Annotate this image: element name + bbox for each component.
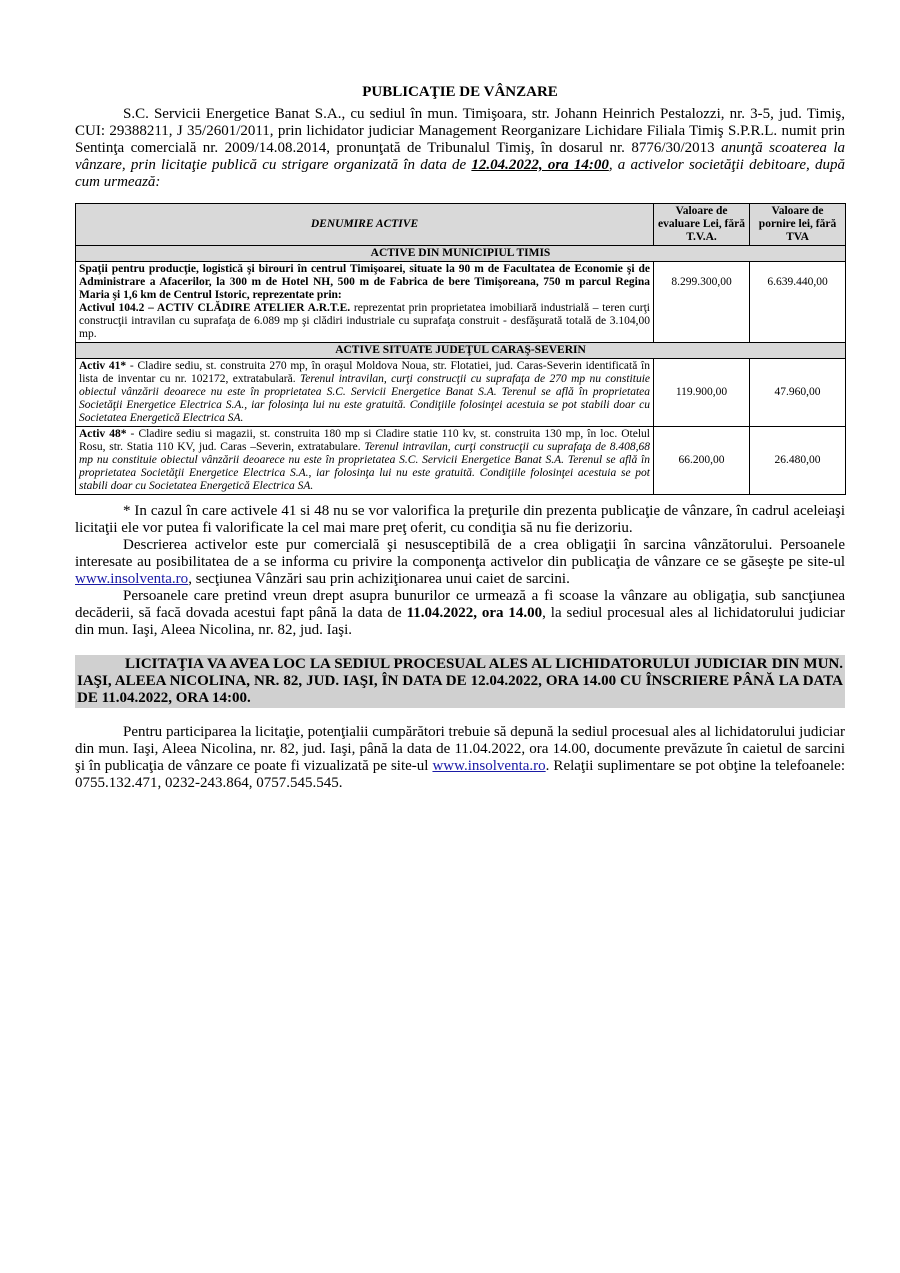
table-row	[76, 262, 846, 343]
description-text: Descrierea activelor este pur comercială şi nesusceptibilă de a crea obligaţii în sarcina vânzătorului. Persoanele interesate au posibilitatea de a se informa cu privire la componenţa activelor din publicaţia de vânzare ce se găseşte pe site-ul	[75, 537, 845, 570]
section-row-caras-severin	[76, 343, 846, 359]
document-title: PUBLICAŢIE DE VÂNZARE	[362, 84, 558, 100]
table-row	[76, 359, 846, 427]
insolventa-link[interactable]: www.insolventa.ro	[432, 758, 546, 774]
section-title-timis: ACTIVE DIN MUNICIPIUL TIMIS	[76, 246, 846, 262]
participation-tail: . Relaţii suplimentare se pot obţine la telefoanele: 0755.132.471, 0232-243.864, 0757.545.545.	[75, 758, 845, 791]
asset-starting-value: 6.639.440,00	[750, 262, 846, 343]
auction-date: 12.04.2022, ora 14:00	[471, 157, 609, 173]
asset-id: Activul 104.2 – ACTIV CLĂDIRE ATELIER A.R.T.E.	[79, 302, 351, 314]
assets-table	[75, 203, 846, 495]
asset-starting-value: 47.960,00	[750, 359, 846, 427]
asset-id: Activ 48*	[79, 428, 127, 440]
asset-description	[76, 262, 654, 343]
intro-text: S.C. Servicii Energetice Banat S.A., cu sediul în mun. Timişoara, str. Johann Heinrich Pestalozzi, nr. 3-5, jud. Timiş, CUI: 29388211, J 35/2601/2011, prin lichidator judiciar Management Reorganizare Lichidare Filiala Timiş S.P.R.L. numit prin Sentinţa comercială nr. 2009/14.08.2014, pronunţată de Tribunalul Timiş, în dosarul nr. 8776/30/2013	[75, 106, 845, 156]
asset-evaluation-value: 66.200,00	[654, 427, 750, 495]
intro-paragraph	[75, 106, 845, 191]
claims-tail: , la sediul procesual ales al lichidatorului judiciar din mun. Iaşi, Aleea Nicolina, nr. 82, jud. Iaşi.	[75, 605, 845, 638]
participation-paragraph	[75, 724, 845, 792]
section-row-timis	[76, 246, 846, 262]
document-page	[75, 84, 845, 792]
asset-headline: Spaţii pentru producţie, logistică şi birouri în centrul Timişoarei, situate la 90 m de Facultatea de Economie şi de Administrare a Afacerilor, la 300 m de Hotel NH, 500 m de Fabrica de bere Timişoreana, 750 m parcul Regina Maria şi 1,6 km de Centrul Istoric, reprezentate prin:	[79, 263, 650, 301]
asset-details: - Cladire sediu, st. construita 270 mp, în oraşul Moldova Noua, str. Flotatiei, jud. Caras-Severin identificată în lista de inventar cu nr. 102172, extratabulară.	[79, 360, 650, 385]
table-header-row	[76, 204, 846, 246]
description-tail: , secţiunea Vânzări sau prin achiziţionarea unui caiet de sarcini.	[188, 571, 570, 587]
asset-evaluation-value: 119.900,00	[654, 359, 750, 427]
asset-details: - Cladire sediu si magazii, st. construita 180 mp si Cladire statie 110 kv, st. construita 130 mp, în loc. Otelul Rosu, str. Statia 110 KV, jud. Caras –Severin, extratabulare.	[79, 428, 650, 453]
asset-evaluation-value: 8.299.300,00	[654, 262, 750, 343]
asset-note: Terenul intravilan, curţi construcţii cu suprafaţa de 8.408,68 mp nu constituie obiectul vânzării deoarece nu este în proprietatea S.C. Servicii Energetice Banat S.A. Terenul se află în proprietatea Societăţii Energetice Electrica S.A., iar folosinţa lui nu este gratuită. Condiţiile folosinţei acestuia se pot stabili doar cu Societatea Energetică Electrica SA.	[79, 441, 650, 492]
intro-italic-text: anunţă scoaterea la vânzare, prin licitaţie publică cu strigare organizată în data de	[75, 140, 845, 173]
claims-paragraph	[75, 588, 845, 639]
header-starting-value: Valoare de pornire lei, fără TVA	[750, 204, 846, 246]
asset-description	[76, 427, 654, 495]
auction-banner: LICITAŢIA VA AVEA LOC LA SEDIUL PROCESUAL ALES AL LICHIDATORULUI JUDICIAR DIN MUN. IAŞI, ALEEA NICOLINA, NR. 82, JUD. IAŞI, ÎN DATA DE 12.04.2022, ORA 14.00 CU ÎNSCRIERE PÂNĂ LA DATA DE 11.04.2022, ORA 14:00.	[77, 656, 843, 706]
section-title-caras-severin: ACTIVE SITUATE JUDEŢUL CARAŞ-SEVERIN	[76, 343, 846, 359]
asset-details: reprezentat prin proprietatea imobiliară industrială – teren curţi construcţii intravilan cu suprafaţa de 6.089 mp şi clădiri industriale cu suprafaţa construit - desfăşurată totală de 3.104,00 mp.	[79, 302, 650, 340]
intro-tail-text: , a activelor societăţii debitoare, după cum urmează:	[75, 157, 845, 190]
claims-text: Persoanele care pretind vreun drept asupra bunurilor ce urmează a fi scoase la vânzare au obligaţia, sub sancţiunea decăderii, să facă dovada acestui fapt până la data de	[75, 588, 845, 621]
asset-id: Activ 41*	[79, 360, 127, 372]
claims-deadline: 11.04.2022, ora 14.00	[406, 605, 543, 621]
asset-starting-value: 26.480,00	[750, 427, 846, 495]
header-evaluation-value: Valoare de evaluare Lei, fără T.V.A.	[654, 204, 750, 246]
asset-note: Terenul intravilan, curţi construcţii cu suprafaţa de 270 mp nu constituie obiectul vânzării deoarece nu este în proprietatea S.C. Servicii Energetice Banat S.A. Terenul se află în proprietatea Societăţii Energetice Electrica S.A., iar folosinţa lui nu este gratuită. Condiţiile folosinţei acestuia se pot stabili doar cu Societatea Energetică Electrica SA.	[79, 373, 650, 424]
header-asset-name: DENUMIRE ACTIVE	[76, 204, 654, 246]
table-row	[76, 427, 846, 495]
insolventa-link[interactable]: www.insolventa.ro	[75, 571, 189, 587]
participation-text: Pentru participarea la licitaţie, potenţialii cumpărători trebuie să depună la sediul procesual ales al lichidatorului judiciar din mun. Iaşi, Aleea Nicolina, nr. 82, jud. Iaşi, până la data de 11.04.2022, ora 14.00, documente prevăzute în caietul de sarcini şi în publicaţia de vânzare ce poate fi vizualizată pe site-ul	[75, 724, 845, 774]
asset-description	[76, 359, 654, 427]
note-paragraph: * In cazul în care activele 41 si 48 nu se vor valorifica la preţurile din prezenta publicaţie de vânzare, în cadrul aceleiaşi licitaţii ele vor putea fi valorificate la cel mai mare preţ oferit, cu condiţia să nu fie derizoriu.	[75, 503, 845, 536]
description-paragraph	[75, 537, 845, 588]
